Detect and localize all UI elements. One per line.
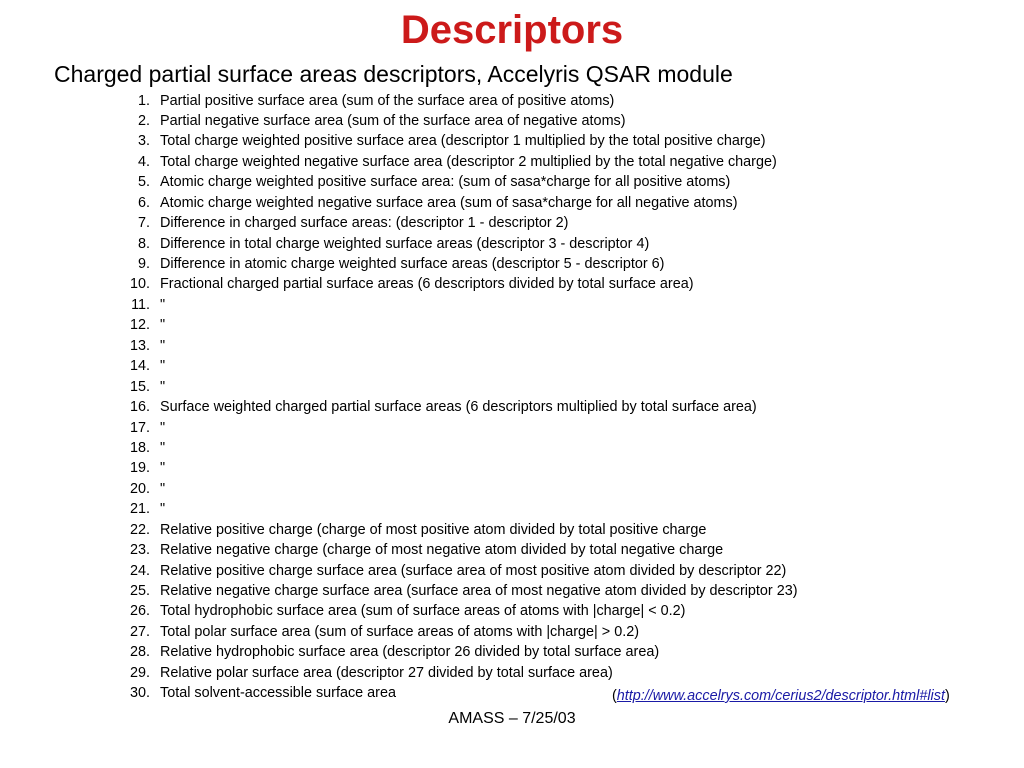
list-item-number: 22. [129,521,150,538]
list-item-text: Relative negative charge (charge of most negative atom divided by total negative charge [160,542,724,559]
list-item-number: 20. [129,480,150,497]
footer-text: AMASS – 7/25/03 [448,710,576,727]
list-item-number: 9. [137,256,150,272]
source-link[interactable]: http://www.accelrys.com/cerius2/descriptor.html#list [616,688,945,704]
list-item-text: Atomic charge weighted negative surface area (sum of sasa*charge for all negative atoms) [160,194,738,211]
list-item-text: Relative polar surface area (descriptor 27 divided by total surface area) [160,664,613,681]
list-item-number: 16. [129,399,150,416]
list-item-text: Difference in atomic charge weighted surface areas (descriptor 5 - descriptor 6) [160,256,665,272]
slide-subtitle: Charged partial surface areas descriptors, Accelyris QSAR module [54,61,733,87]
list-item-number: 6. [137,194,150,211]
list-item-number: 12. [129,317,150,334]
list-item-text: Difference in charged surface areas: (descriptor 1 - descriptor 2) [160,215,569,232]
list-item-number: 15. [129,378,150,395]
list-item-text: " [160,296,166,313]
list-item-text: " [160,378,166,395]
list-item-number: 2. [137,112,150,129]
list-item-number: 10. [129,276,150,293]
list-item-number: 11. [131,296,150,313]
source-close-paren: ) [944,688,950,704]
list-item-text: Relative positive charge surface area (surface area of most positive atom divided by descriptor 22) [160,562,787,579]
list-item-number: 7. [137,215,150,232]
list-item-number: 5. [137,174,150,191]
list-item-number: 26. [129,603,150,620]
list-item-text: Total solvent-accessible surface area [160,685,396,702]
list-item-number: 17. [129,419,150,436]
list-item-number: 3. [137,133,150,150]
list-item-number: 30. [129,685,150,702]
list-item-number: 25. [129,583,150,599]
list-item-text: " [160,501,166,518]
list-item-number: 23. [129,542,150,559]
list-item-text: " [160,439,166,456]
list-item-text: Total hydrophobic surface area (sum of surface areas of atoms with |charge| < 0.2) [160,603,686,620]
list-item-text: Partial positive surface area (sum of the surface area of positive atoms) [160,92,615,109]
list-item-text: " [160,480,166,497]
list-item-text: " [160,337,166,354]
list-item-number: 21. [129,501,150,518]
list-item-text: Fractional charged partial surface areas (6 descriptors divided by total surface area) [160,276,694,293]
list-item-text: Surface weighted charged partial surface areas (6 descriptors multiplied by total surface area) [160,399,757,416]
list-item-text: Difference in total charge weighted surface areas (descriptor 3 - descriptor 4) [160,235,650,252]
list-item-number: 28. [129,644,150,661]
list-item-number: 18. [129,439,150,456]
list-item-text: " [160,460,166,477]
list-item-text: Total charge weighted positive surface area (descriptor 1 multiplied by the total positive charge) [160,133,766,150]
list-item-number: 4. [137,153,150,170]
list-item-text: " [160,358,166,375]
list-item-number: 14. [129,358,150,375]
list-item-number: 29. [129,664,150,681]
list-item-text: Relative hydrophobic surface area (descriptor 26 divided by total surface area) [160,644,660,661]
list-item-number: 1. [137,92,150,109]
list-item-text: " [160,419,166,436]
source-open-paren: ( [612,688,617,704]
list-item-text: Relative negative charge surface area (surface area of most negative atom divided by descriptor 23) [160,583,798,599]
list-item-text: " [160,317,166,334]
list-item-text: Partial negative surface area (sum of the surface area of negative atoms) [160,112,626,129]
list-item-number: 27. [129,623,150,640]
source-citation [612,686,950,706]
list-item-number: 24. [129,562,150,579]
list-item-text: Total charge weighted negative surface area (descriptor 2 multiplied by the total negative charge) [160,153,777,170]
list-item-number: 13. [129,337,150,354]
list-item-text: Relative positive charge (charge of most positive atom divided by total positive charge [160,521,707,538]
slide-title: Descriptors [400,8,624,52]
list-item-text: Atomic charge weighted positive surface area: (sum of sasa*charge for all positive atoms) [160,174,731,191]
list-item-text: Total polar surface area (sum of surface areas of atoms with |charge| > 0.2) [160,623,639,640]
list-item-number: 8. [137,235,150,252]
list-item-number: 19. [129,460,150,477]
